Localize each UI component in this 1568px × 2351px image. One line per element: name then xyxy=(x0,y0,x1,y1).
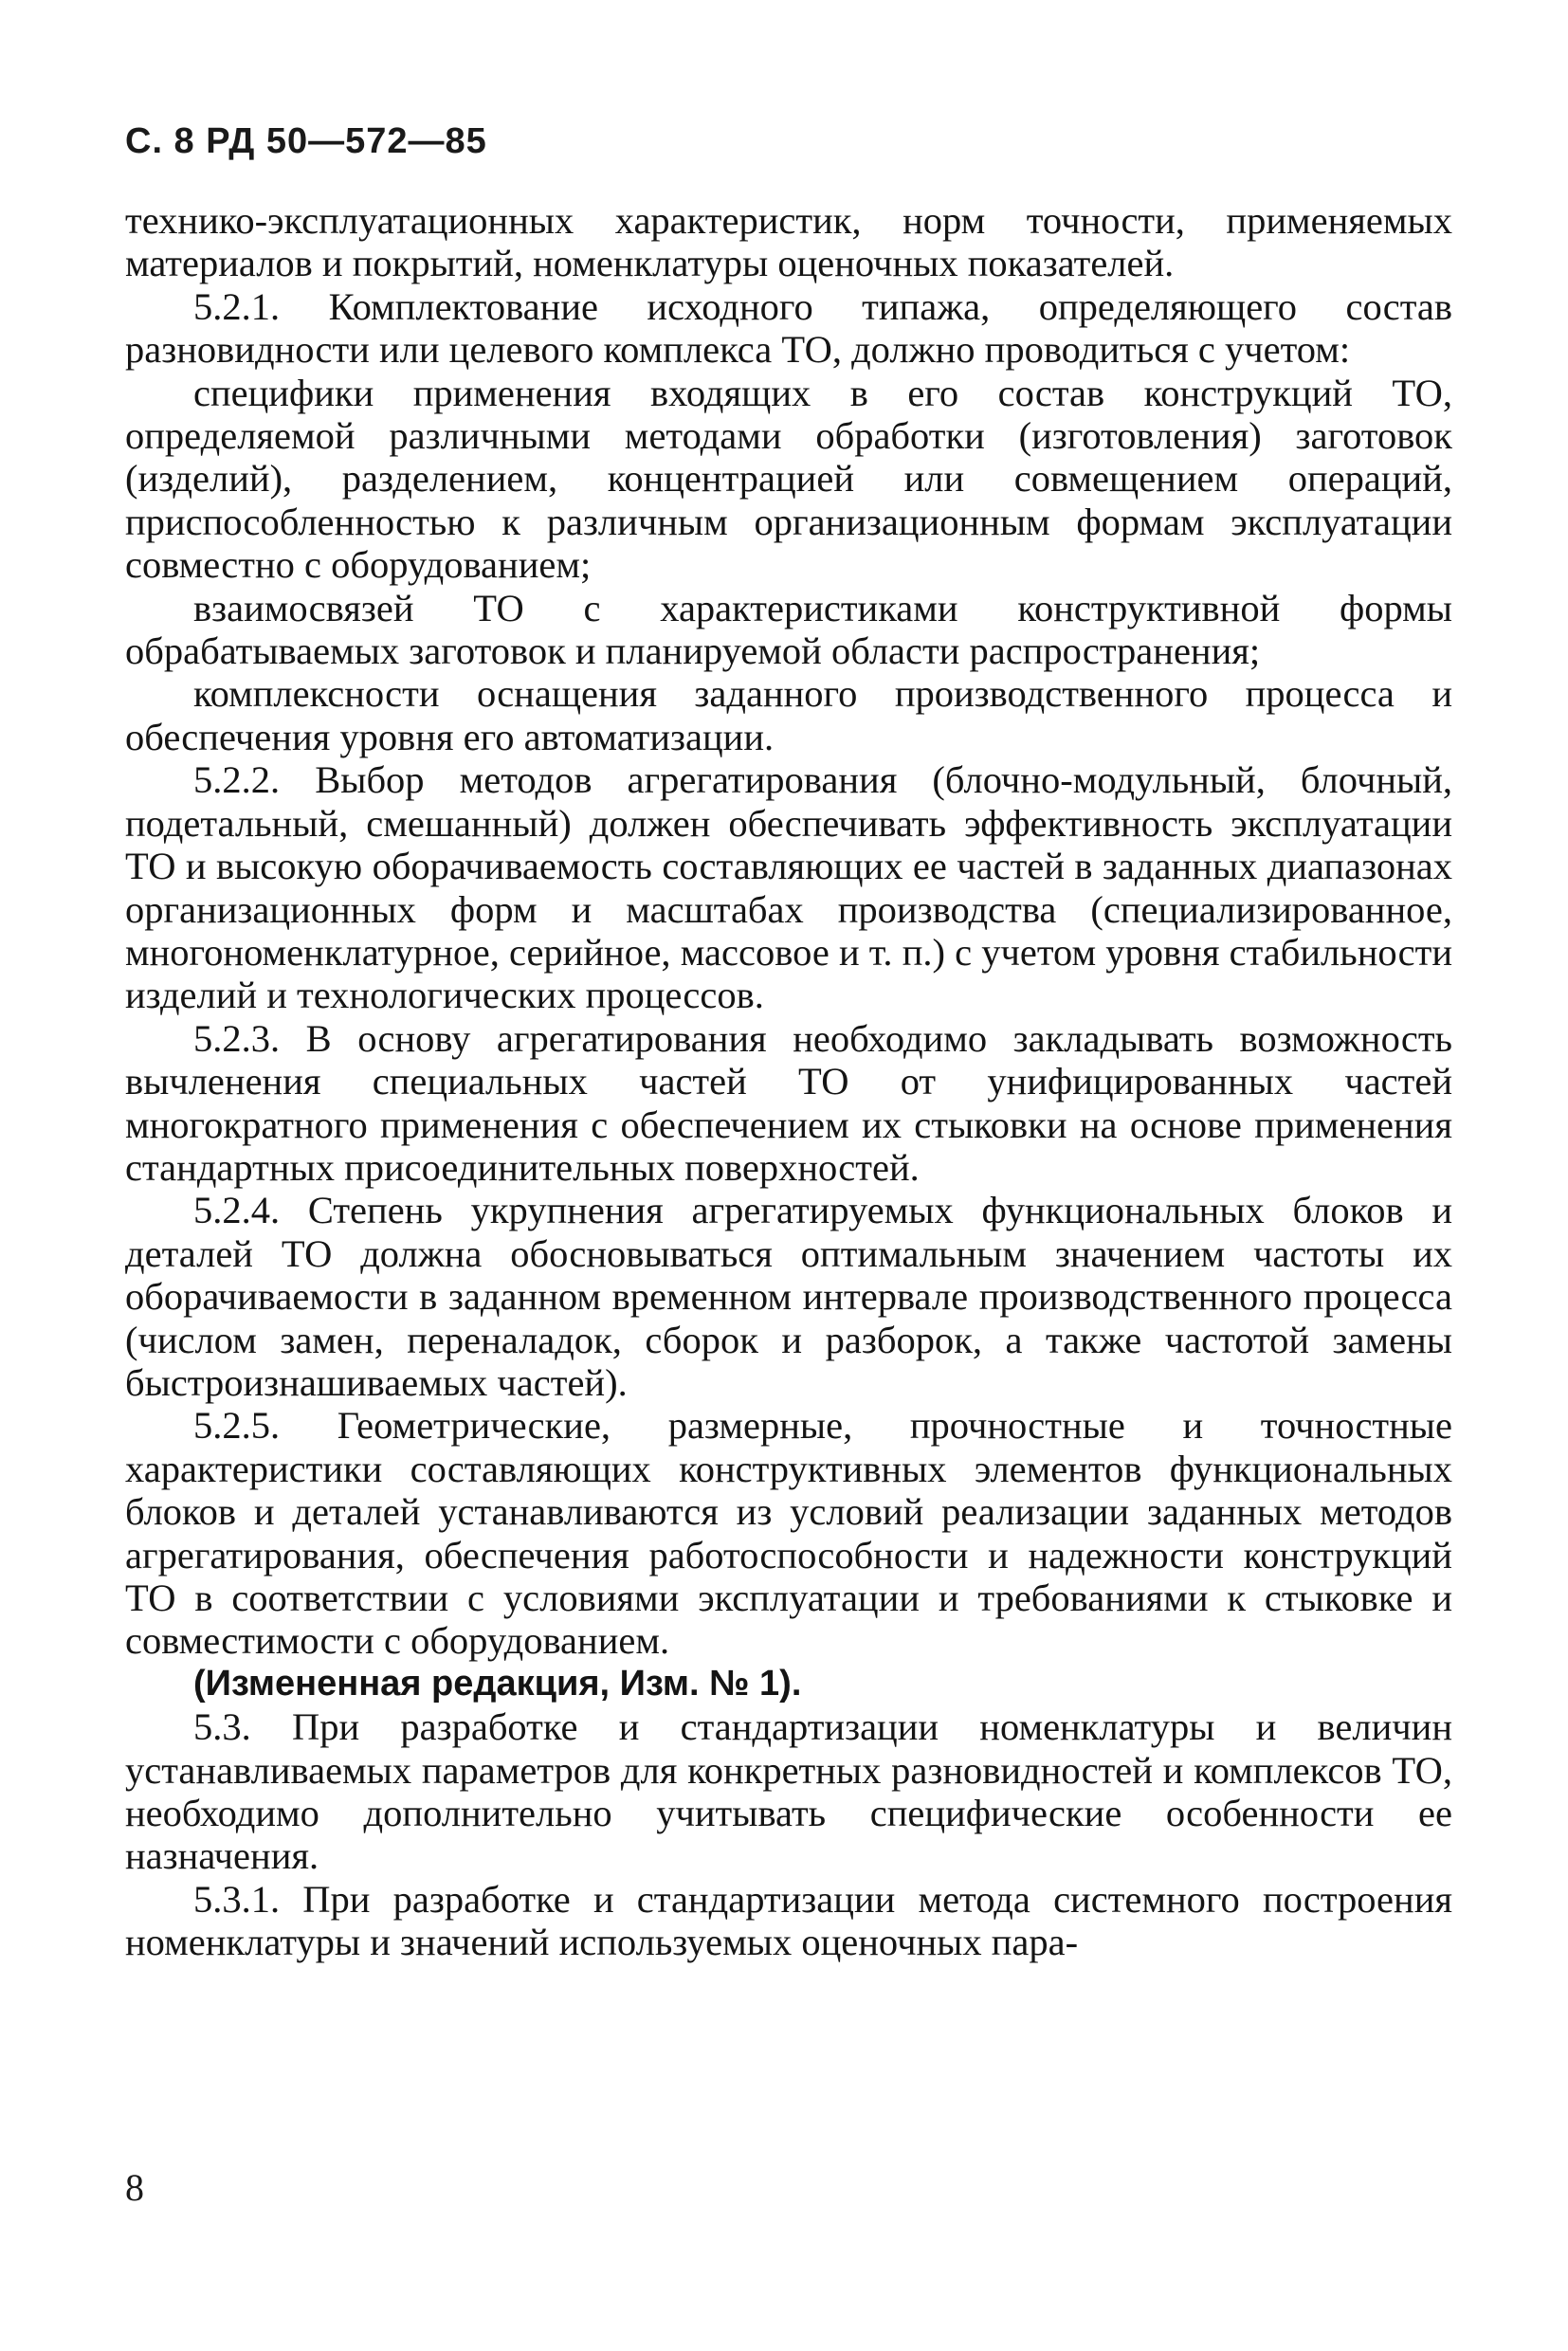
paragraph-5-2-3: 5.2.3. В основу агрегатирования необходимо закладывать возможность вычленения специальных частей ТО от унифицированных частей многократного применения с обеспечением их стыковки на основе применения стандартных присоединительных поверхностей. xyxy=(125,1016,1452,1189)
paragraph-5-2-5: 5.2.5. Геометрические, размерные, прочностные и точностные характеристики составляющих конструктивных элементов функциональных блоков и деталей устанавливаются из условий реализации заданных методов агрегатирования, обеспечения работоспособности и надежности конструкций ТО в соответствии с условиями эксплуатации и требованиями к стыковке и совместимости с оборудованием. xyxy=(125,1404,1452,1663)
paragraph-5-3: 5.3. При разработке и стандартизации номенклатуры и величин устанавливаемых параметров для конкретных разновидностей и комплексов ТО, необходимо дополнительно учитывать специфические особенности ее назначения. xyxy=(125,1705,1452,1878)
paragraph-5-2-4: 5.2.4. Степень укрупнения агрегатируемых функциональных блоков и деталей ТО должна обосновываться оптимальным значением частоты их оборачиваемости в заданном временном интервале производственного процесса (числом замен, переналадок, сборок и разборок, а также частотой замены быстроизнашиваемых частей). xyxy=(125,1189,1452,1404)
page-number: 8 xyxy=(125,2166,144,2209)
paragraph-continuation: технико-эксплуатационных характеристик, норм точности, применяемых материалов и покрытий, номенклатуры оценочных показателей. xyxy=(125,199,1452,285)
body-text xyxy=(125,199,1452,1964)
list-item-specifics: специфики применения входящих в его состав конструкций ТО, определяемой различными методами обработки (изготовления) заготовок (изделий), разделением, концентрацией или совмещением операций, приспособленностью к различным организационным формам эксплуатации совместно с оборудованием; xyxy=(125,371,1452,587)
running-header: С. 8 РД 50—572—85 xyxy=(125,121,487,161)
amendment-note: (Измененная редакция, Изм. № 1). xyxy=(193,1663,802,1704)
list-item-complexity: комплексности оснащения заданного производственного процесса и обеспечения уровня его автоматизации. xyxy=(125,672,1452,758)
paragraph-5-2-2: 5.2.2. Выбор методов агрегатирования (блочно-модульный, блочный, подетальный, смешанный) должен обеспечивать эффективность эксплуатации ТО и высокую оборачиваемость составляющих ее частей в заданных диапазонах организационных форм и масштабах производства (специализированное, многономенклатурное, серийное, массовое и т. п.) с учетом уровня стабильности изделий и технологических процессов. xyxy=(125,758,1452,1017)
list-item-relations: взаимосвязей ТО с характеристиками конструктивной формы обрабатываемых заготовок и планируемой области распространения; xyxy=(125,586,1452,673)
paragraph-5-2-1: 5.2.1. Комплектование исходного типажа, определяющего состав разновидности или целевого комплекса ТО, должно проводиться с учетом: xyxy=(125,284,1452,372)
paragraph-5-3-1: 5.3.1. При разработке и стандартизации метода системного построения номенклатуры и значений используемых оценочных пара- xyxy=(125,1877,1452,1964)
